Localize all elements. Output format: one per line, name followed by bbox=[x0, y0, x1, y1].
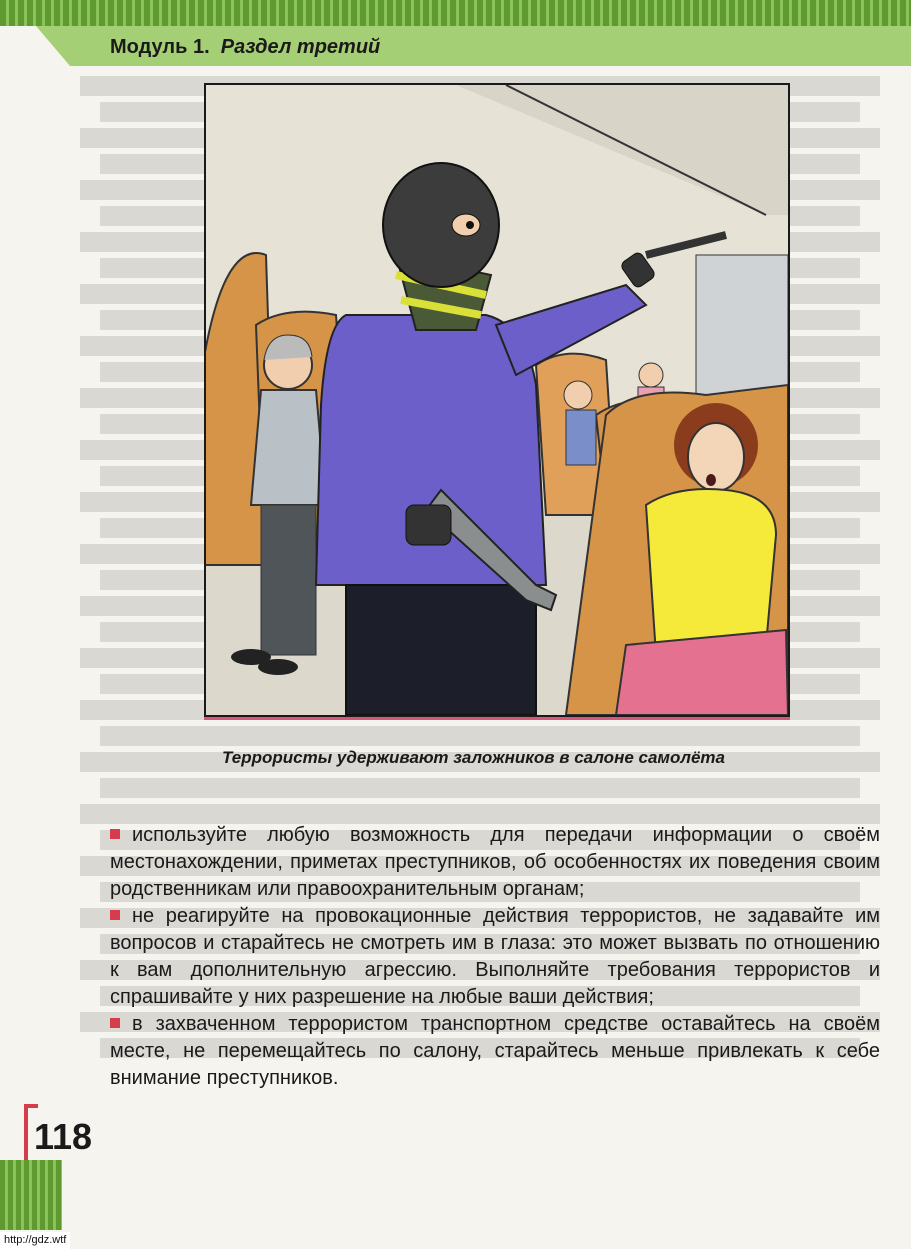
figure-caption: Террористы удерживают заложников в салоне самолёта bbox=[222, 748, 725, 767]
hijacked-plane-illustration bbox=[204, 83, 790, 717]
bullet-list bbox=[110, 822, 880, 1092]
list-item-text: используйте любую возможность для передачи информации о своём местонахождении, приметах преступников, об особенностях их поведения своим родственникам или правоохранительным органам; bbox=[110, 824, 880, 900]
page-number: 118 bbox=[34, 1116, 93, 1157]
source-watermark: http://gdz.wtf bbox=[0, 1232, 70, 1249]
page-header bbox=[110, 36, 380, 59]
module-label: Модуль 1. bbox=[110, 36, 210, 58]
bullet-marker-icon bbox=[110, 1018, 120, 1028]
list-item bbox=[110, 1011, 880, 1092]
bottom-stripe bbox=[0, 1160, 62, 1230]
bullet-marker-icon bbox=[110, 829, 120, 839]
illustration-underline bbox=[204, 717, 790, 720]
bullet-marker-icon bbox=[110, 910, 120, 920]
section-label: Раздел третий bbox=[220, 36, 381, 58]
list-item bbox=[110, 822, 880, 903]
illustration-hijacked-plane-icon bbox=[206, 85, 788, 715]
list-item-text: не реагируйте на провокационные действия террористов, не задавайте им вопросов и старайтесь не смотреть им в глаза: это может вызвать по отношению к вам дополнительную агрессию. Выполняйте требования террористов и спрашивайте у них разрешение на любые ваши действия; bbox=[110, 905, 880, 1008]
top-stripe bbox=[0, 0, 911, 26]
list-item-text: в захваченном террористом транспортном средстве оставайтесь на своём месте, не перемещайтесь по салону, старайтесь меньше привлекать к себе внимание преступников. bbox=[110, 1013, 880, 1089]
list-item bbox=[110, 903, 880, 1011]
